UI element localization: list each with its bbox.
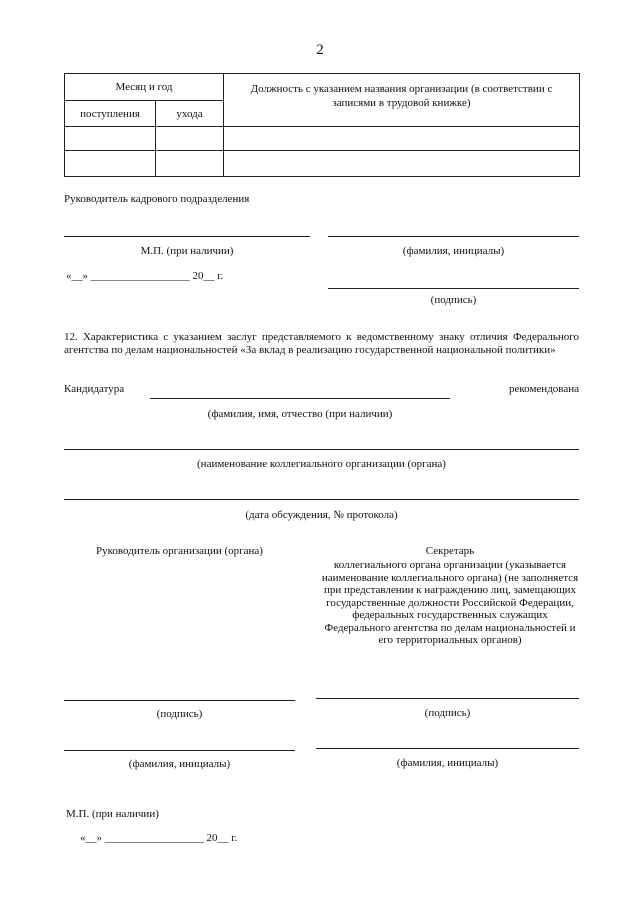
candidate-name-line[interactable] <box>150 398 450 399</box>
exit-date-cell[interactable] <box>156 127 224 151</box>
exit-date-header: ухода <box>156 101 224 127</box>
secretary-signature-label: (подпись) <box>424 707 471 719</box>
table-row <box>65 151 580 177</box>
collegial-body-line[interactable] <box>64 449 579 450</box>
discussion-line[interactable] <box>64 499 579 500</box>
org-head-signature-line[interactable] <box>64 700 295 701</box>
hr-name-line[interactable] <box>328 236 579 237</box>
hr-date-field[interactable]: «__» __________________ 20__ г. <box>66 270 224 282</box>
footer-stamp-label: М.П. (при наличии) <box>66 808 159 820</box>
table-row <box>65 127 580 151</box>
secretary-name-label: (фамилия, инициалы) <box>396 757 499 769</box>
position-cell[interactable] <box>224 151 580 177</box>
footer-date-field[interactable]: «__» __________________ 20__ г. <box>80 832 238 844</box>
hr-name-label: (фамилия, инициалы) <box>402 245 505 257</box>
candidacy-label: Кандидатура <box>64 383 125 395</box>
org-head-label: Руководитель организации (органа) <box>96 545 263 557</box>
exit-date-cell[interactable] <box>156 151 224 177</box>
hr-stamp-label: М.П. (при наличии) <box>140 245 234 257</box>
org-head-name-label: (фамилия, инициалы) <box>128 758 231 770</box>
employment-history-table <box>64 73 580 177</box>
candidate-fio-label: (фамилия, имя, отчество (при наличии) <box>207 408 393 420</box>
org-head-signature-label: (подпись) <box>156 708 203 720</box>
entry-date-cell[interactable] <box>65 127 156 151</box>
page-number: 2 <box>316 42 324 58</box>
hr-signature-label: (подпись) <box>430 294 477 306</box>
hr-signature-line[interactable] <box>64 236 310 237</box>
secretary-title: Секретарь <box>425 545 475 557</box>
recommended-label: рекомендована <box>509 383 579 395</box>
org-head-name-line[interactable] <box>64 750 295 751</box>
position-cell[interactable] <box>224 127 580 151</box>
secretary-name-line[interactable] <box>316 748 579 749</box>
hr-sign-line[interactable] <box>328 288 579 289</box>
secretary-signature-line[interactable] <box>316 698 579 699</box>
secretary-description: коллегиального органа организации (указывается наименование коллегиального органа) (не заполняется при представлении к награждению лиц, замещающих государственные должности Российской Федерации, федеральных государственных служащих Федерального агентства по делам национальностей и его территориальных органов) <box>321 559 579 646</box>
entry-date-header: поступления <box>65 101 156 127</box>
discussion-label: (дата обсуждения, № протокола) <box>245 509 398 521</box>
hr-head-title: Руководитель кадрового подразделения <box>64 193 250 205</box>
position-header: Должность с указанием названия организации (в соответствии с записями в трудовой книжке) <box>224 74 580 127</box>
characteristic-text: 12. Характеристика с указанием заслуг представляемого к ведомственному знаку отличия Федерального агентства по делам национальностей «За вклад в реализацию государственной национальной политики» <box>64 331 579 356</box>
collegial-body-label: (наименование коллегиального организации (органа) <box>197 458 446 470</box>
month-year-header: Месяц и год <box>65 74 224 101</box>
entry-date-cell[interactable] <box>65 151 156 177</box>
